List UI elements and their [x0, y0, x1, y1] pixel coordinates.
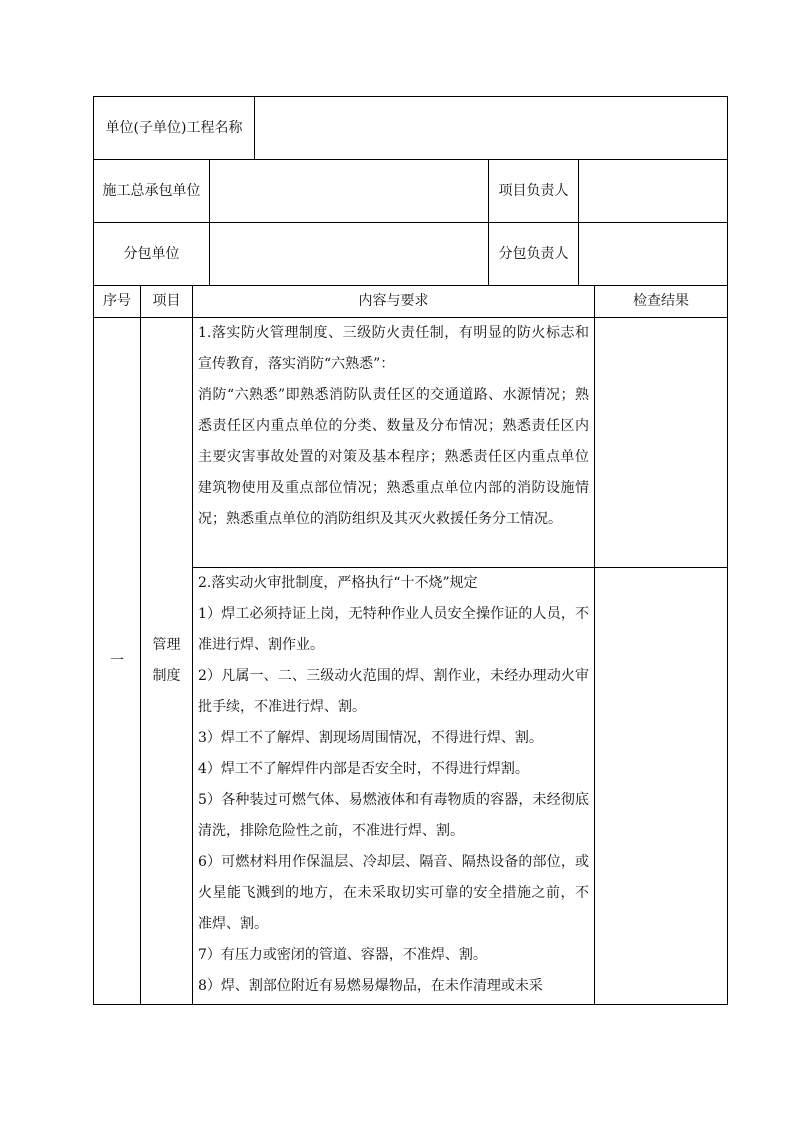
subcontractor-value[interactable]: [210, 223, 489, 286]
content-line: 3）焊工不了解焊、割现场周围情况，不得进行焊、割。: [198, 730, 543, 746]
content-line: 6）可燃材料用作保温层、冷却层、隔音、隔热设备的部位，或火星能飞溅到的地方，在未采取切实可靠的安全措施之前，不准焊、割。: [198, 854, 589, 932]
inspection-form: [93, 96, 727, 1005]
content-line: 7）有压力或密闭的管道、容器，不准焊、割。: [198, 947, 487, 963]
subcontractor-label-cell: [94, 223, 210, 286]
general-contractor-label-cell: [94, 160, 210, 223]
content-line: 2.落实动火审批制度，严格执行“十不烧”规定: [198, 575, 478, 591]
result-cell-2[interactable]: [595, 568, 728, 1005]
result-cell-1[interactable]: [595, 318, 728, 568]
sub-manager-label: 分包负责人: [498, 245, 569, 262]
sub-manager-value[interactable]: [579, 223, 728, 286]
col-content: 内容与要求: [193, 286, 595, 318]
project-name-value[interactable]: [255, 97, 728, 160]
content-line: 5）各种装过可燃气体、易燃液体和有毒物质的容器，未经彻底清洗，排除危险性之前，不准进行焊、割。: [198, 792, 589, 839]
subcontractor-label: 分包单位: [123, 245, 180, 262]
header-table: [93, 96, 728, 160]
row-item: [141, 318, 193, 1005]
col-item: 项目: [141, 286, 193, 318]
content-line: 2）凡属一、二、三级动火范围的焊、割作业，未经办理动火审批手续，不准进行焊、割。: [198, 668, 589, 715]
general-contractor-value[interactable]: [210, 160, 489, 223]
content-line: 8）焊、割部位附近有易燃易爆物品，在未作清理或未采: [198, 978, 543, 994]
content-section-1: [193, 318, 595, 568]
project-name-label: 单位(子单位)工程名称: [105, 119, 243, 136]
project-manager-label-cell: [489, 160, 579, 223]
content-line: 1）焊工必须持证上岗，无特种作业人员安全操作证的人员，不准进行焊、割作业。: [198, 606, 589, 653]
project-manager-value[interactable]: [579, 160, 728, 223]
table-row: [94, 318, 728, 568]
header-table-2: [93, 159, 728, 286]
content-section-2: [193, 568, 595, 1005]
row-seq: 一: [94, 318, 141, 1005]
project-manager-label: 项目负责人: [498, 182, 569, 199]
general-contractor-label: 施工总承包单位: [102, 182, 201, 199]
col-seq: 序号: [94, 286, 141, 318]
sub-manager-label-cell: [489, 223, 579, 286]
content-line: 1.落实防火管理制度、三级防火责任制，有明显的防火标志和宣传教育，落实消防“六熟悉”：: [198, 325, 589, 372]
checklist-table: [93, 285, 728, 1005]
content-line: 4）焊工不了解焊件内部是否安全时，不得进行焊割。: [198, 761, 529, 777]
content-line: 消防“六熟悉”即熟悉消防队责任区的交通道路、水源情况；熟悉责任区内重点单位的分类、数量及分布情况；熟悉责任区内主要灾害事故处置的对策及基本程序；熟悉责任区内重点单位建筑物使用及重点部位情况；熟悉重点单位内部的消防设施情况；熟悉重点单位的消防组织及其灭火救援任务分工情况。: [198, 387, 589, 527]
column-header-row: [94, 286, 728, 318]
row-item-label: 管理制度: [152, 637, 181, 684]
project-name-label-cell: [94, 97, 255, 160]
col-result: 检查结果: [595, 286, 728, 318]
